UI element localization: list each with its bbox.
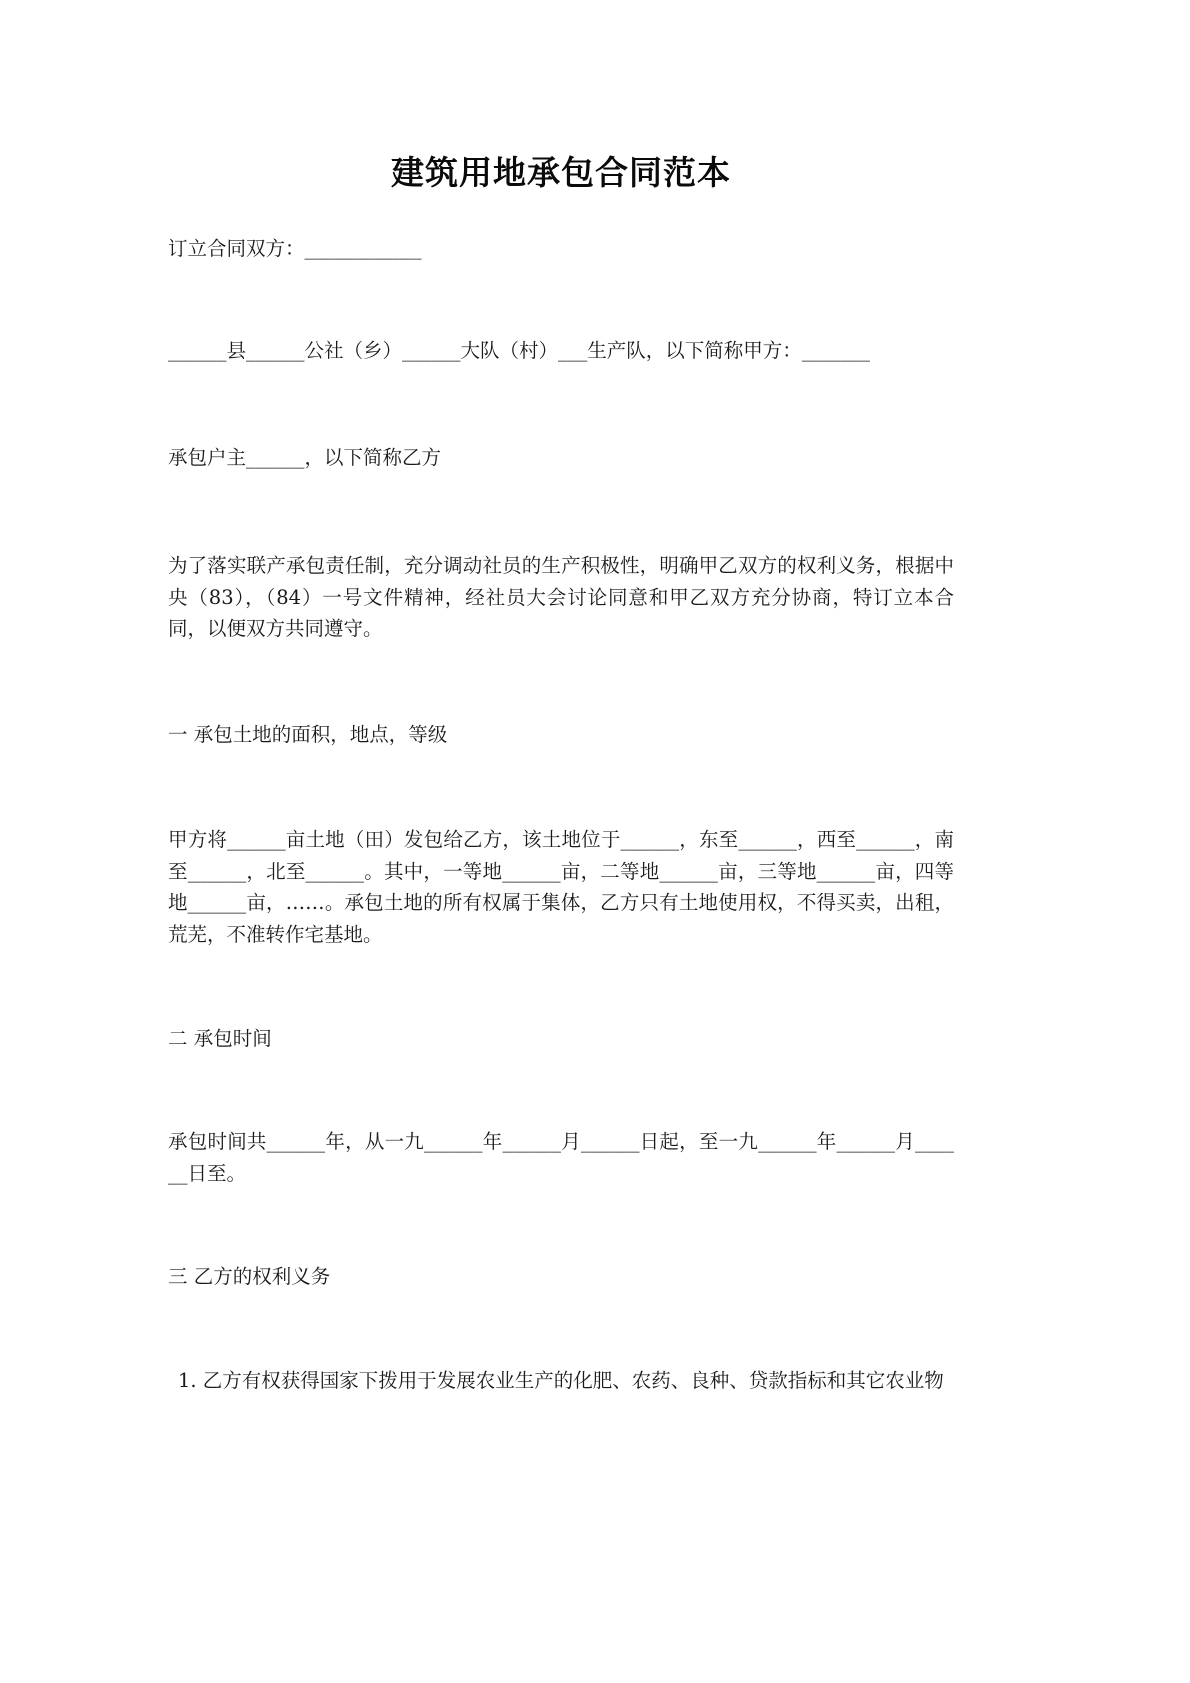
spacer <box>168 474 954 550</box>
preamble-paragraph: 为了落实联产承包责任制，充分调动社员的生产积极性，明确甲乙双方的权利义务，根据中央（83），（84）一号文件精神，经社员大会讨论同意和甲乙双方充分协商，特订立本合同，以便双方共同遵守。 <box>168 553 954 641</box>
document-content <box>168 0 954 1397</box>
section-two-body: 承包时间共______年，从一九______年______月______日起，至一九______年______月______日至。 <box>168 1130 954 1185</box>
spacer <box>168 265 954 335</box>
spacer <box>168 1293 954 1365</box>
section-heading-one: 一 承包土地的面积，地点，等级 <box>168 722 448 746</box>
section-three-item-one: 1. 乙方有权获得国家下拨用于发展农业生产的化肥、农药、良种、贷款指标和其它农业物 <box>178 1368 944 1392</box>
section-heading-two: 二 承包时间 <box>168 1026 272 1050</box>
spacer <box>168 366 954 442</box>
spacer <box>168 645 954 719</box>
spacer <box>168 1189 954 1261</box>
page-title: 建筑用地承包合同范本 <box>391 153 731 192</box>
spacer <box>168 951 954 1023</box>
section-heading-three: 三 乙方的权利义务 <box>168 1265 331 1289</box>
spacer <box>168 193 954 233</box>
section-one-body: 甲方将______亩土地（田）发包给乙方，该土地位于______，东至______，西至______，南至______，北至______。其中，一等地______亩，二等地______亩，三等地______亩，四等地______亩，……。承包土地的所有权属于集体，乙方只有土地使用权，不得买卖，出租，荒芜，不准转作宅基地。 <box>168 828 954 947</box>
parties-intro-line: 订立合同双方：____________ <box>168 237 422 261</box>
party-b-line: 承包户主______，以下简称乙方 <box>168 446 442 470</box>
spacer <box>168 1054 954 1126</box>
party-a-line: ______县______公社（乡）______大队（村）___生产队，以下简称甲方：_______ <box>168 338 871 362</box>
spacer <box>168 750 954 824</box>
